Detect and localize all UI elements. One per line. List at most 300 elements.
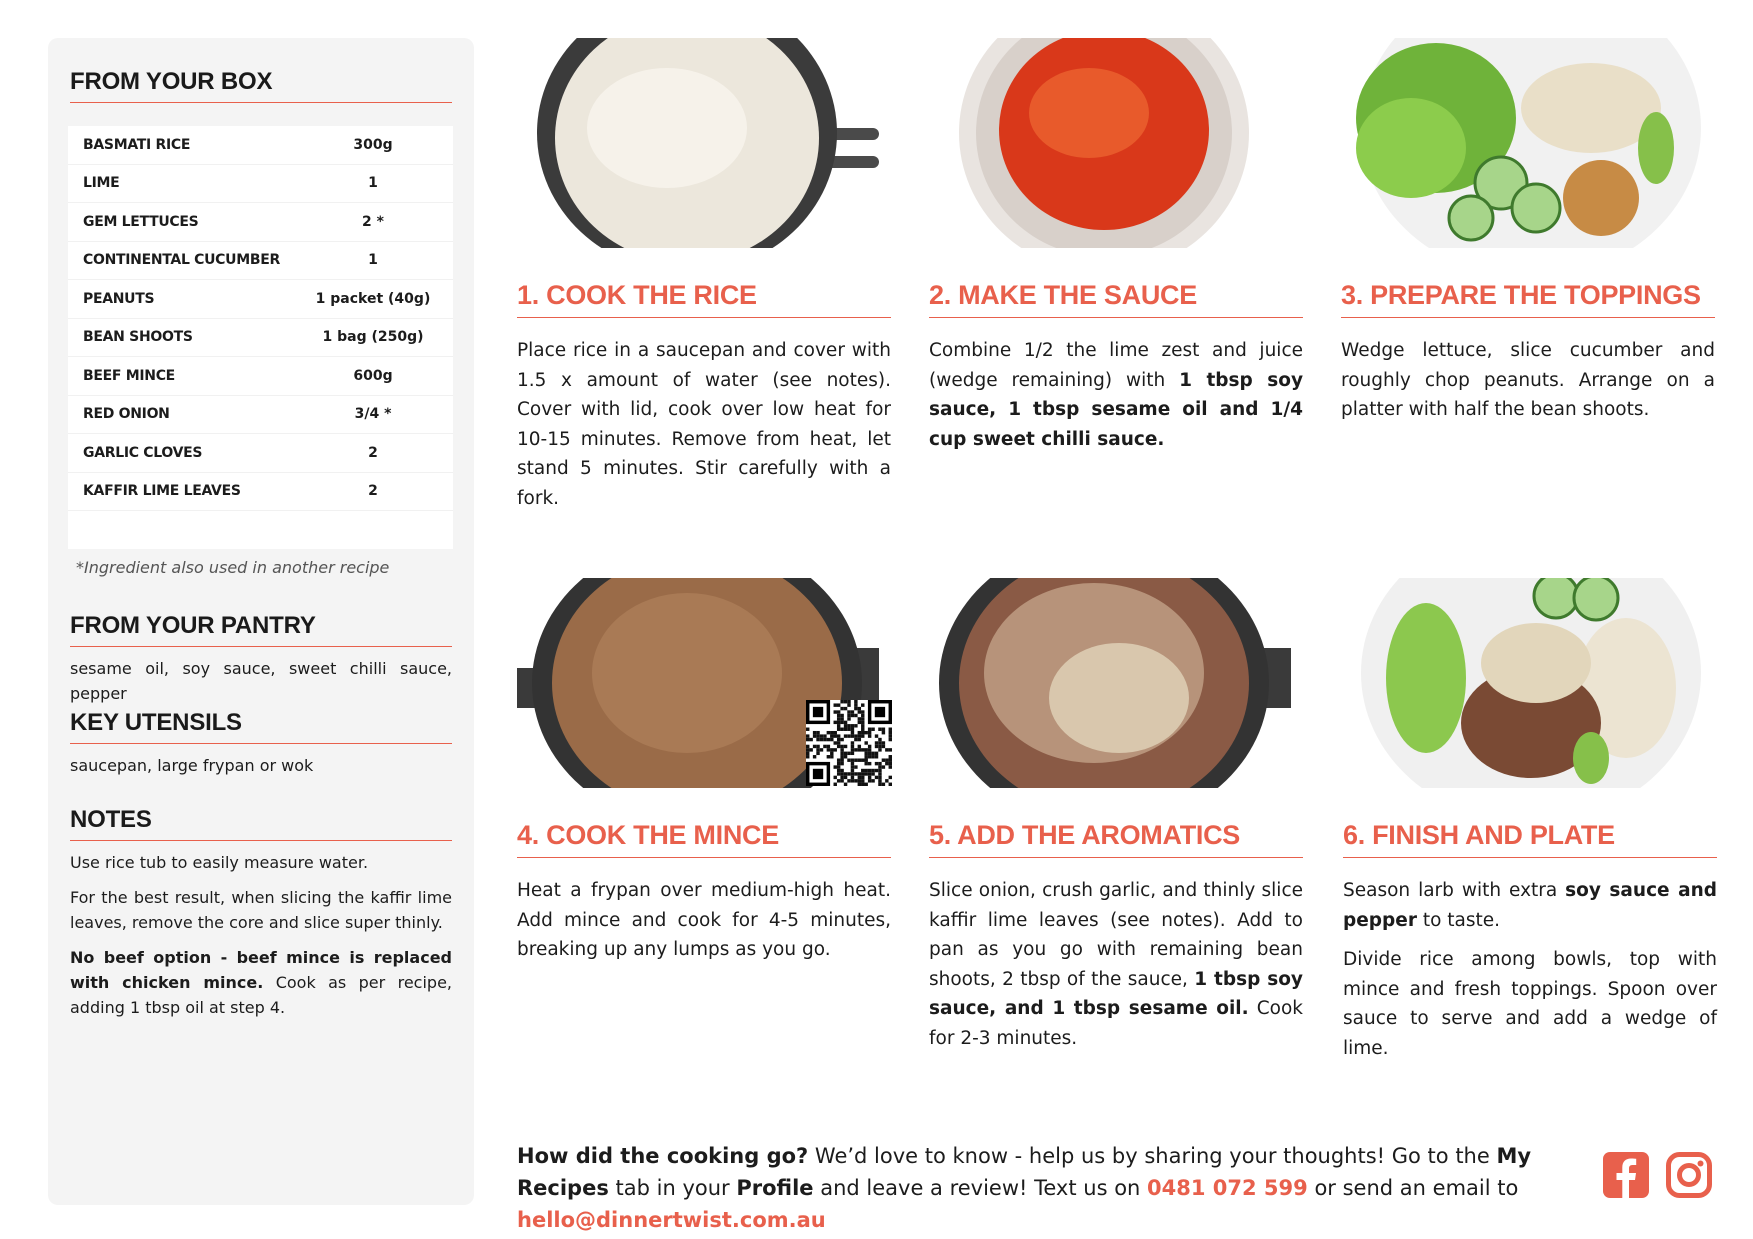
qr-module [840, 748, 843, 751]
qr-finder [813, 769, 823, 779]
step-5-title: 5. ADD THE AROMATICS [929, 820, 1303, 858]
qr-module [864, 762, 867, 765]
qr-module [844, 734, 847, 737]
qr-module [840, 752, 843, 755]
qr-module [834, 721, 837, 724]
qr-module [816, 748, 819, 751]
step-bold-text: soy sauce and pepper [1343, 880, 1717, 931]
ingredients-sidebar [48, 38, 474, 1205]
qr-module [858, 721, 861, 724]
my-recipes-link[interactable]: My Recipes [517, 1144, 1532, 1200]
qr-module [878, 738, 881, 741]
step-paragraph: Divide rice among bowls, top with mince and fresh toppings. Spoon over sauce to serve and add a wedge of lime. [1343, 949, 1717, 1059]
qr-module [864, 758, 867, 761]
qr-module [889, 758, 892, 761]
qr-module [844, 776, 847, 779]
qr-module [816, 745, 819, 748]
ingredient-row [68, 126, 453, 164]
pantry-heading: FROM YOUR PANTRY [70, 612, 452, 647]
qr-module [875, 762, 878, 765]
ingredient-row [68, 472, 453, 511]
qr-module [871, 779, 874, 782]
qr-module [875, 776, 878, 779]
qr-module [830, 755, 833, 758]
step-1-title: 1. COOK THE RICE [517, 280, 891, 318]
qr-module [882, 731, 885, 734]
qr-module [806, 738, 809, 741]
footer-text-4: or send an email to [1307, 1176, 1519, 1200]
facebook-icon[interactable] [1603, 1152, 1649, 1198]
qr-module [889, 734, 892, 737]
utensils-text: saucepan, large frypan or wok [70, 756, 314, 775]
qr-module [854, 748, 857, 751]
qr-module [847, 700, 850, 703]
qr-module [868, 776, 871, 779]
qr-module [864, 755, 867, 758]
notes-heading: NOTES [70, 806, 452, 841]
qr-module [847, 752, 850, 755]
qr-module [882, 783, 885, 786]
qr-module [875, 745, 878, 748]
footer-text-1: We’d love to know - help us by sharing your thoughts! Go to the [808, 1144, 1497, 1168]
qr-module [864, 731, 867, 734]
qr-module [827, 755, 830, 758]
step-text: Combine 1/2 the lime zest and juice (wedge remaining) with [929, 340, 1303, 391]
note-3-bold: No beef option - beef mince is replaced with chicken mince. [70, 948, 452, 992]
qr-module [885, 758, 888, 761]
feedback-footer [517, 1140, 1577, 1236]
step-text: Wedge lettuce, slice cucumber and roughly chop peanuts. Arrange on a platter with half the bean shoots. [1341, 340, 1715, 420]
step-paragraph [929, 876, 1303, 1053]
qr-module [834, 731, 837, 734]
qr-module [854, 765, 857, 768]
qr-module [837, 721, 840, 724]
qr-module [858, 710, 861, 713]
ingredient-qty: 2 [293, 434, 453, 473]
qr-module [878, 728, 881, 731]
qr-module [837, 717, 840, 720]
qr-module [875, 752, 878, 755]
qr-module [813, 755, 816, 758]
qr-module [837, 745, 840, 748]
qr-module [858, 779, 861, 782]
qr-module [868, 779, 871, 782]
step-6-body [1343, 876, 1717, 1073]
qr-module [840, 755, 843, 758]
ingredient-row [68, 164, 453, 203]
qr-module [889, 731, 892, 734]
qr-module [854, 724, 857, 727]
qr-module [840, 717, 843, 720]
step-3-title: 3. PREPARE THE TOPPINGS [1341, 280, 1715, 318]
qr-module [854, 707, 857, 710]
qr-module [837, 710, 840, 713]
qr-module [854, 734, 857, 737]
qr-module [864, 772, 867, 775]
qr-module [809, 748, 812, 751]
qr-module [851, 714, 854, 717]
qr-module [868, 731, 871, 734]
qr-module [861, 703, 864, 706]
qr-module [858, 758, 861, 761]
qr-module [861, 714, 864, 717]
qr-module [816, 738, 819, 741]
qr-module [868, 734, 871, 737]
qr-module [861, 783, 864, 786]
qr-module [861, 721, 864, 724]
footer-question: How did the cooking go? [517, 1144, 809, 1168]
qr-module [827, 745, 830, 748]
qr-module [878, 748, 881, 751]
ingredient-name: GEM LETTUCES [68, 203, 293, 242]
qr-module [806, 752, 809, 755]
qr-module [820, 734, 823, 737]
ingredient-name: BEEF MINCE [68, 357, 293, 396]
qr-module [806, 748, 809, 751]
qr-module [864, 783, 867, 786]
qr-module [875, 741, 878, 744]
step-4-title: 4. COOK THE MINCE [517, 820, 891, 858]
step-bold-text: 1 tbsp soy sauce, and 1 tbsp sesame oil. [929, 968, 1303, 1019]
qr-module [851, 772, 854, 775]
qr-module [871, 772, 874, 775]
qr-module [858, 717, 861, 720]
qr-module [847, 714, 850, 717]
qr-module [816, 731, 819, 734]
qr-module [878, 765, 881, 768]
qr-module [830, 731, 833, 734]
qr-module [851, 745, 854, 748]
qr-module [834, 748, 837, 751]
qr-module [854, 703, 857, 706]
qr-module [840, 728, 843, 731]
qr-module [820, 738, 823, 741]
step-paragraph [517, 336, 891, 513]
step-paragraph [1341, 336, 1715, 425]
ingredient-row [68, 241, 453, 280]
qr-module [837, 724, 840, 727]
qr-module [840, 772, 843, 775]
email-link[interactable]: hello@dinnertwist.com.au [517, 1208, 826, 1232]
qr-module [844, 752, 847, 755]
qr-module [861, 772, 864, 775]
qr-module [837, 714, 840, 717]
qr-module [861, 731, 864, 734]
qr-module [882, 745, 885, 748]
note-2: For the best result, when slicing the kaffir lime leaves, remove the core and slice super thinly. [70, 888, 452, 932]
qr-module [837, 728, 840, 731]
profile-link[interactable]: Profile [736, 1176, 814, 1200]
step-text: Place rice in a saucepan and cover with 1.5 x amount of water (see notes). Cover with lid, cook over low heat for 10-15 minutes. Remove from heat, let stand 5 minutes. Stir carefully with a fork. [517, 340, 891, 509]
qr-module [858, 783, 861, 786]
ingredient-qty: 1 packet (40g) [293, 280, 453, 319]
qr-module [851, 741, 854, 744]
qr-module [837, 779, 840, 782]
qr-module [851, 765, 854, 768]
qr-module [823, 734, 826, 737]
qr-module [813, 734, 816, 737]
qr-module [830, 738, 833, 741]
qr-module [864, 769, 867, 772]
qr-module [851, 710, 854, 713]
qr-module [834, 765, 837, 768]
step-6-title: 6. FINISH AND PLATE [1343, 820, 1717, 858]
qr-module [878, 776, 881, 779]
qr-module [840, 762, 843, 765]
qr-module [878, 783, 881, 786]
qr-module [858, 748, 861, 751]
qr-code [806, 700, 892, 786]
qr-module [847, 728, 850, 731]
qr-module [851, 728, 854, 731]
qr-module [871, 755, 874, 758]
qr-module [851, 734, 854, 737]
qr-module [837, 758, 840, 761]
qr-module [837, 765, 840, 768]
qr-module [878, 741, 881, 744]
qr-module [858, 745, 861, 748]
ingredient-qty: 1 bag (250g) [293, 318, 453, 357]
qr-module [847, 758, 850, 761]
qr-module [840, 707, 843, 710]
qr-module [844, 700, 847, 703]
qr-module [806, 728, 809, 731]
qr-module [851, 724, 854, 727]
qr-module [858, 776, 861, 779]
step-bold-text: 1 tbsp soy sauce, 1 tbsp sesame oil and 1/4 cup sweet chilli sauce. [929, 369, 1303, 450]
footer-text-3: and leave a review! Text us on [813, 1176, 1148, 1200]
qr-module [851, 776, 854, 779]
ingredient-footnote: *Ingredient also used in another recipe [76, 558, 390, 577]
qr-module [844, 707, 847, 710]
qr-module [844, 724, 847, 727]
qr-module [889, 748, 892, 751]
qr-module [809, 738, 812, 741]
footer-text-2: tab in your [608, 1176, 737, 1200]
step-text: Season larb with extra [1343, 880, 1566, 901]
qr-module [854, 758, 857, 761]
box-heading: FROM YOUR BOX [70, 68, 452, 103]
qr-module [858, 738, 861, 741]
utensils-heading: KEY UTENSILS [70, 709, 452, 744]
ingredient-row [68, 357, 453, 396]
qr-module [854, 738, 857, 741]
ingredient-qty: 600g [293, 357, 453, 396]
qr-module [868, 755, 871, 758]
qr-module [847, 772, 850, 775]
step-1-body [517, 336, 891, 523]
qr-module [882, 741, 885, 744]
qr-module [851, 752, 854, 755]
qr-module [840, 758, 843, 761]
qr-finder [813, 707, 823, 717]
ingredient-row [68, 280, 453, 319]
ingredient-row [68, 395, 453, 434]
qr-module [806, 734, 809, 737]
ingredient-row [68, 318, 453, 357]
step-text: Slice onion, crush garlic, and thinly slice kaffir lime leaves (see notes). Add to pan as you go with remaining bean shoots, 2 tbsp of the sauce, [929, 880, 1303, 990]
qr-module [875, 769, 878, 772]
qr-module [837, 762, 840, 765]
qr-module [840, 745, 843, 748]
qr-module [827, 748, 830, 751]
qr-module [844, 772, 847, 775]
qr-module [861, 724, 864, 727]
note-1: Use rice tub to easily measure water. [70, 853, 369, 872]
qr-module [889, 755, 892, 758]
qr-module [840, 721, 843, 724]
qr-module [889, 762, 892, 765]
qr-module [827, 738, 830, 741]
qr-module [851, 769, 854, 772]
qr-module [834, 703, 837, 706]
ingredient-name: PEANUTS [68, 280, 293, 319]
qr-module [840, 700, 843, 703]
qr-module [847, 734, 850, 737]
qr-module [851, 748, 854, 751]
qr-module [871, 728, 874, 731]
qr-module [847, 703, 850, 706]
phone-link[interactable]: 0481 072 599 [1147, 1176, 1308, 1200]
step-text: to taste. [1416, 909, 1501, 931]
qr-module [813, 731, 816, 734]
qr-module [837, 769, 840, 772]
qr-module [882, 758, 885, 761]
step-2-body [929, 336, 1303, 464]
qr-module [885, 748, 888, 751]
qr-module [834, 710, 837, 713]
qr-module [844, 783, 847, 786]
qr-module [834, 776, 837, 779]
qr-module [844, 745, 847, 748]
qr-module [851, 731, 854, 734]
pantry-text: sesame oil, soy sauce, sweet chilli sauce, pepper [70, 659, 452, 703]
qr-module [868, 769, 871, 772]
note-3 [70, 945, 452, 1020]
qr-finder [875, 707, 885, 717]
step-2-title: 2. MAKE THE SAUCE [929, 280, 1303, 318]
aromatics-frypan-photo [929, 578, 1291, 788]
qr-module [864, 748, 867, 751]
qr-module [861, 728, 864, 731]
ingredient-qty: 2 [293, 472, 453, 511]
qr-module [858, 734, 861, 737]
qr-module [840, 769, 843, 772]
qr-module [854, 772, 857, 775]
qr-module [837, 741, 840, 744]
step-paragraph [1343, 876, 1717, 935]
qr-module [882, 765, 885, 768]
ingredient-name: KAFFIR LIME LEAVES [68, 472, 293, 511]
qr-module [854, 700, 857, 703]
qr-module [834, 741, 837, 744]
ingredient-name: GARLIC CLOVES [68, 434, 293, 473]
qr-module [830, 752, 833, 755]
qr-module [830, 748, 833, 751]
step-3-body [1341, 336, 1715, 435]
qr-module [844, 755, 847, 758]
qr-module [827, 731, 830, 734]
qr-module [889, 776, 892, 779]
step-text: Heat a frypan over medium-high heat. Add mince and cook for 4-5 minutes, breaking up any lumps as you go. [517, 880, 891, 960]
qr-module [837, 738, 840, 741]
step-paragraph [517, 876, 891, 965]
instagram-icon[interactable] [1666, 1152, 1712, 1198]
qr-module [840, 776, 843, 779]
qr-module [851, 758, 854, 761]
ingredient-name: BEAN SHOOTS [68, 318, 293, 357]
qr-module [875, 755, 878, 758]
qr-module [861, 769, 864, 772]
qr-module [854, 714, 857, 717]
finished-plate-photo [1341, 578, 1703, 788]
qr-module [885, 779, 888, 782]
qr-module [840, 738, 843, 741]
qr-module [878, 772, 881, 775]
qr-module [878, 745, 881, 748]
qr-module [889, 783, 892, 786]
qr-module [844, 728, 847, 731]
qr-module [813, 745, 816, 748]
qr-module [834, 783, 837, 786]
ingredient-name: RED ONION [68, 395, 293, 434]
ingredient-name: CONTINENTAL CUCUMBER [68, 241, 293, 280]
notes-text [70, 850, 452, 1030]
step-5-body [929, 876, 1303, 1063]
qr-module [840, 779, 843, 782]
ingredient-row [68, 434, 453, 473]
ingredients-table [68, 126, 453, 549]
qr-module [861, 710, 864, 713]
qr-module [851, 762, 854, 765]
qr-module [864, 741, 867, 744]
note-3-rest: Cook as per recipe, adding 1 tbsp oil at step 4. [70, 973, 452, 1017]
step-text: Cook for 2-3 minutes. [929, 998, 1303, 1049]
qr-module [844, 721, 847, 724]
qr-module [820, 748, 823, 751]
qr-module [837, 734, 840, 737]
qr-module [816, 734, 819, 737]
qr-module [823, 738, 826, 741]
qr-module [868, 748, 871, 751]
ingredient-name: BASMATI RICE [68, 126, 293, 164]
qr-module [861, 734, 864, 737]
qr-module [868, 728, 871, 731]
qr-module [858, 707, 861, 710]
qr-module [868, 745, 871, 748]
step-4-body [517, 876, 891, 975]
ingredient-qty: 3/4 * [293, 395, 453, 434]
qr-module [875, 734, 878, 737]
qr-module [878, 762, 881, 765]
qr-module [837, 772, 840, 775]
qr-module [847, 710, 850, 713]
qr-module [889, 738, 892, 741]
qr-module [871, 752, 874, 755]
ingredient-empty-row [68, 511, 453, 549]
qr-module [834, 734, 837, 737]
qr-module [882, 728, 885, 731]
qr-module [851, 779, 854, 782]
qr-module [806, 745, 809, 748]
qr-module [847, 724, 850, 727]
ingredient-qty: 300g [293, 126, 453, 164]
ingredient-qty: 1 [293, 164, 453, 203]
ingredient-qty: 2 * [293, 203, 453, 242]
qr-module [864, 752, 867, 755]
qr-module [806, 755, 809, 758]
qr-module [889, 728, 892, 731]
